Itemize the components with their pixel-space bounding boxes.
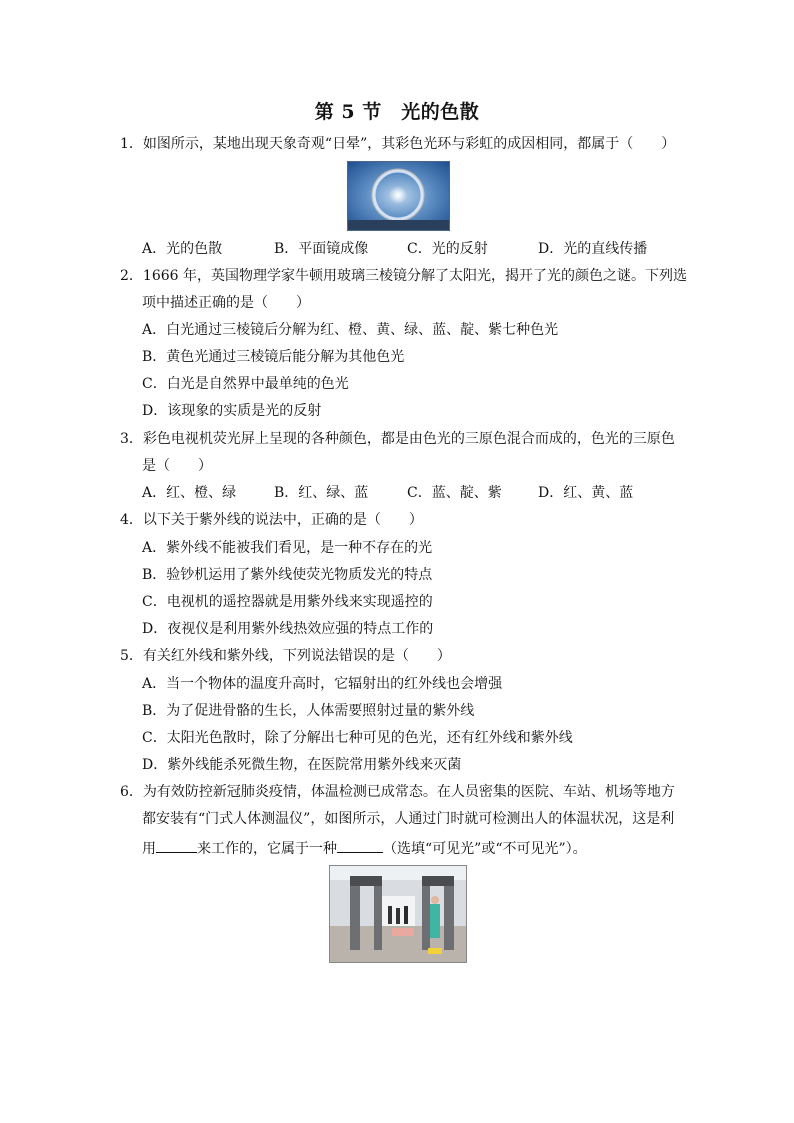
q3-option-a[interactable]: A．红、橙、绿 xyxy=(142,485,237,501)
thermometer-gate-image xyxy=(329,865,467,963)
q2-option-b[interactable]: B．黄色光通过三棱镜后能分解为其他色光 xyxy=(142,349,405,365)
sun-halo-illustration xyxy=(348,162,449,230)
question-6-stem-line2: 都安装有“门式人体测温仪”，如图所示，人通过门时就可检测出人的体温状况，这是利 xyxy=(142,811,675,827)
q6-answer-blank-2[interactable] xyxy=(337,838,383,853)
question-4-stem: 4．以下关于紫外线的说法中，正确的是（ ） xyxy=(120,512,423,528)
q2-option-c[interactable]: C．白光是自然界中最单纯的色光 xyxy=(142,376,349,392)
question-1-stem: 1．如图所示，某地出现天象奇观“日晕”，其彩色光环与彩虹的成因相同，都属于（ ） xyxy=(120,136,676,152)
sun-halo-image xyxy=(347,161,450,231)
page-title: 第 5 节 光的色散 xyxy=(314,101,480,123)
question-5-stem: 5．有关红外线和紫外线，下列说法错误的是（ ） xyxy=(120,648,451,664)
q6-text-c: （选填“可见光”或“不可见光”）。 xyxy=(383,841,587,857)
q5-option-a[interactable]: A．当一个物体的温度升高时，它辐射出的红外线也会增强 xyxy=(142,676,503,692)
q1-option-d[interactable]: D．光的直线传播 xyxy=(538,241,648,257)
q1-option-c[interactable]: C．光的反射 xyxy=(407,241,488,257)
question-3-stem-line2: 是（ ） xyxy=(142,458,212,474)
q2-option-d[interactable]: D．该现象的实质是光的反射 xyxy=(142,403,322,419)
q4-option-a[interactable]: A．紫外线不能被我们看见，是一种不存在的光 xyxy=(142,540,433,556)
q4-option-d[interactable]: D．夜视仪是利用紫外线热效应强的特点工作的 xyxy=(142,621,434,637)
q3-option-b[interactable]: B．红、绿、蓝 xyxy=(274,485,369,501)
q4-option-b[interactable]: B．验钞机运用了紫外线使荧光物质发光的特点 xyxy=(142,567,433,583)
q3-option-c[interactable]: C．蓝、靛、紫 xyxy=(407,485,502,501)
q6-answer-blank-1[interactable] xyxy=(156,838,197,853)
q5-option-d[interactable]: D．紫外线能杀死微生物，在医院常用紫外线来灭菌 xyxy=(142,757,462,773)
question-1-options xyxy=(142,240,702,258)
question-6-stem-line1: 6．为有效防控新冠肺炎疫情，体温检测已成常态。在人员密集的医院、车站、机场等地方 xyxy=(120,784,675,800)
question-3-options xyxy=(142,484,702,502)
q5-option-b[interactable]: B．为了促进骨骼的生长，人体需要照射过量的紫外线 xyxy=(142,703,475,719)
gate-illustration xyxy=(330,866,466,962)
question-2-stem-line2: 项中描述正确的是（ ） xyxy=(142,295,310,311)
q3-option-d[interactable]: D．红、黄、蓝 xyxy=(538,485,634,501)
q4-option-c[interactable]: C．电视机的遥控器就是用紫外线来实现遥控的 xyxy=(142,594,433,610)
q6-text-a: 用 xyxy=(142,841,156,857)
question-6-stem-line3 xyxy=(142,838,587,858)
q5-option-c[interactable]: C．太阳光色散时，除了分解出七种可见的色光，还有红外线和紫外线 xyxy=(142,730,573,746)
q1-option-b[interactable]: B．平面镜成像 xyxy=(274,241,369,257)
q2-option-a[interactable]: A．白光通过三棱镜后分解为红、橙、黄、绿、蓝、靛、紫七种色光 xyxy=(142,322,559,338)
q6-text-b: 来工作的，它属于一种 xyxy=(197,841,337,857)
question-2-stem-line1: 2．1666 年，英国物理学家牛顿用玻璃三棱镜分解了太阳光，揭开了光的颜色之谜。下列选 xyxy=(120,268,687,284)
question-3-stem-line1: 3．彩色电视机荧光屏上呈现的各种颜色，都是由色光的三原色混合而成的，色光的三原色 xyxy=(120,431,675,447)
q1-option-a[interactable]: A．光的色散 xyxy=(142,241,223,257)
